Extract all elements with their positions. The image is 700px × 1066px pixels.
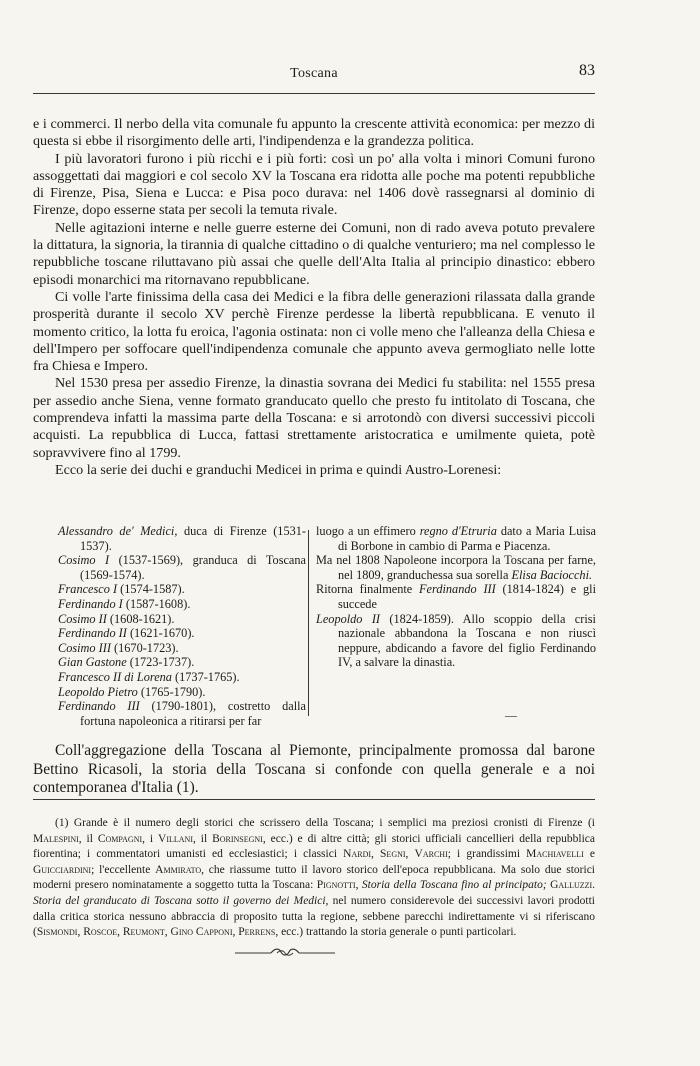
paragraph: Nel 1530 presa per assedio Firenze, la dinastia sovrana dei Medici fu stabilita: nel 1555 presa per assedio anche Siena, venne formato granducato quello che presto fu intitolato di Toscana, che comprendeva infatti la massima parte della Toscana: e si arrotondò con diversi successivi piccoli acquisti. La repubblica di Lucca, fattasi strettamente aristocratica e umilmente quieta, potè sopravvivere fino al 1799. <box>33 375 595 461</box>
paragraph: Coll'aggregazione della Toscana al Piemonte, principalmente promossa dal barone Bettino Ricasoli, la storia della Toscana si confonde con quella generale e a noi contemporanea d'Italia (1). <box>33 742 595 797</box>
ornament-divider-icon <box>233 947 337 959</box>
ruler-name: Francesco I <box>58 582 118 597</box>
ruler-name: Leopoldo Pietro <box>58 684 138 699</box>
header-rule <box>33 93 595 94</box>
footnote <box>33 816 595 941</box>
ruler-entry <box>316 582 596 611</box>
ruler-entry <box>58 641 306 656</box>
rulers-left-column <box>58 524 306 728</box>
ruler-entry <box>58 670 306 685</box>
paragraph: Ecco la serie dei duchi e granduchi Medicei in prima e quindi Austro-Lorenesi: <box>55 461 502 478</box>
ruler-name: Ferdinando I <box>58 596 123 611</box>
ruler-name: Cosimo I <box>58 553 110 568</box>
page-header <box>33 62 595 88</box>
end-mark: — <box>505 708 517 722</box>
ruler-detail: (1608-1621). <box>106 611 175 626</box>
ruler-name: Alessandro de' Medici, <box>58 524 178 538</box>
ruler-entry <box>58 524 306 553</box>
ruler-entry <box>58 553 306 582</box>
entry-text: luogo a un effimero <box>316 524 420 538</box>
ruler-entry <box>58 655 306 670</box>
ruler-detail: (1537-1569), granduca di Toscana (1569-1574). <box>80 553 306 582</box>
ruler-name: Ferdinando II <box>58 626 127 641</box>
page-number: 83 <box>579 62 595 79</box>
ruler-name: Ferdinando III <box>58 699 140 714</box>
ruler-entry <box>316 553 596 582</box>
footnote-text: (1) Grande è il numero degli storici che scrissero della Toscana; i semplici ma preziosi cronisti di Firenze (i Malespini, il Compagni, i Villani, il Borinsegni, ecc.) e di altre città; gli storici ufficiali cancellieri della repubblica fiorentina; i commentatori umanisti ed ecclesiastici; i classici Nardi, Segni, Varchi; i grandissimi Machiavelli e Guicciardini; l'eccellente Ammirato, che riassume tutto il lavoro storico dell'epoca repubblicana. Ma solo due storici moderni presero nominatamente a soggetto tutta la Toscana: Pignotti, Storia della Toscana fino al principato; Galluzzi. Storia del granducato di Toscana sotto il governo dei Medici, nel numero considerevole dei successivi lavori prodotti dalla critica storica nessuno abbraccia di proposito tutta la regione, sebbene parecchi indirettamente vi si riferiscano (Sismondi, Roscoe, Reumont, Gino Capponi, Perrens, ecc.) trattando la storia generale o punti particolari. <box>33 817 596 939</box>
main-text <box>33 116 595 479</box>
entry-text: Ritorna finalmente <box>316 582 420 597</box>
ruler-detail: (1790-1801), costretto dalla fortuna napoleonica a ritirarsi per far <box>80 699 306 728</box>
ruler-detail: (1670-1723). <box>110 640 179 655</box>
ruler-detail: (1737-1765). <box>171 669 240 684</box>
closing-text <box>33 742 595 798</box>
ruler-entry <box>58 612 306 627</box>
footnote-rule <box>33 799 595 800</box>
entry-text: (1814-1824) e gli succede <box>338 582 597 611</box>
ruler-entry <box>316 612 596 670</box>
ruler-entry <box>58 626 306 641</box>
ruler-detail: (1765-1790). <box>137 684 206 699</box>
ruler-name: Ferdinando III <box>419 582 496 597</box>
paragraph: e i commerci. Il nerbo della vita comunale fu appunto la crescente attività economica: per mezzo di questa si ebbe il risorgimento delle arti, l'indipendenza e la grandezza politica. <box>33 116 595 150</box>
ruler-entry <box>58 582 306 597</box>
rulers-right-column <box>316 524 596 670</box>
ruler-detail: (1621-1670). <box>126 626 195 641</box>
entry-text: Ma nel 1808 Napoleone incorpora la Toscana per farne, nel 1809, granduchessa sua sorella <box>316 553 596 582</box>
paragraph: Ci volle l'arte finissima della casa dei Medici e la fibra delle generazioni rilassata dalla grande prosperità durante il secolo XV perchè Firenze perdesse la libertà repubblicana. E venuto il momento critico, la lotta fu eroica, l'agonia ostinata: non ci volle meno che l'alleanza della Chiesa e dell'Impero per soffocare quell'indipendenza comunale che appunto aveva germogliato nelle lotte fra Chiesa e Impero. <box>33 288 595 375</box>
entry-text: dato a Maria Luisa di Borbone in cambio di Parma e Piacenza. <box>338 524 596 553</box>
running-title: Toscana <box>290 66 338 81</box>
ruler-detail: (1574-1587). <box>117 582 185 597</box>
ruler-name: Cosimo III <box>58 640 111 655</box>
paragraph: I più lavoratori furono i più ricchi e i più forti: così un po' alla volta i minori Comuni furono assoggettati dai maggiori e col secolo XV la Toscana era ridotta alle poche ma potenti repubbliche di Firenze, Pisa, Siena e Lucca: e Pisa poco durava: nel 1406 dovè rassegnarsi al dominio di Firenze, dopo esserne stata per secoli la temuta rivale. <box>33 150 595 219</box>
paragraph: Nelle agitazioni interne e nelle guerre esterne dei Comuni, non di rado aveva potuto prevalere la dittatura, la signoria, la tirannia di qualche cittadino o di qualche venturiero; ma nel complesso le repubbliche toscane riluttavano più assai che quelle dell'Alta Italia al principio dinastico: ebbero episodi monarchici ma ritornavano repubblicane. <box>33 219 595 288</box>
column-divider <box>308 530 309 716</box>
ruler-entry <box>58 699 306 728</box>
entry-italic: Elisa Baciocchi. <box>511 567 593 582</box>
ruler-entry <box>58 685 306 700</box>
ruler-entry-continuation <box>316 524 596 553</box>
ruler-detail: duca di Firenze (1531-1537). <box>80 524 306 553</box>
rulers-list <box>58 524 597 728</box>
ruler-name: Gian Gastone <box>58 655 127 670</box>
ruler-detail: (1587-1608). <box>122 596 191 611</box>
entry-text: (1824-1859). Allo scoppio della crisi nazionale abbandona la Toscana e non riuscì neppure, abdicando a favore del figlio Ferdinando IV, a salvare la dinastia. <box>338 611 596 670</box>
ruler-entry <box>58 597 306 612</box>
ruler-name: Francesco II di Lorena <box>58 669 172 684</box>
ruler-name: Leopoldo II <box>316 611 381 626</box>
ruler-name: Cosimo II <box>58 611 107 626</box>
entry-italic: regno d'Etruria <box>419 524 497 538</box>
ruler-detail: (1723-1737). <box>126 655 195 670</box>
